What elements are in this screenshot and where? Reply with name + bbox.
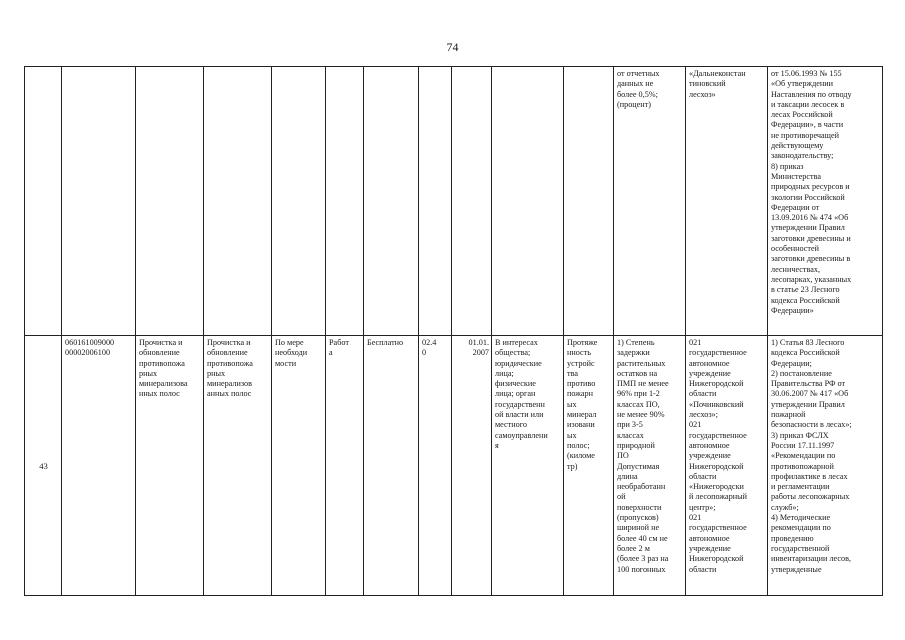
cell-volume-indicator: Протяже нность устройс тва противо пожарн ых минерал изовани ых полос; (киломе тр): [564, 336, 614, 596]
cell-consumers: [492, 67, 564, 336]
cell-okved: 02.4 0: [419, 336, 452, 596]
cell-date: 01.01. 2007: [452, 336, 492, 596]
cell-institutions: «Дальнеконстан тиновский лесхоз»: [686, 67, 768, 336]
cell-volume-indicator: [564, 67, 614, 336]
cell-registry-code: 060161009000 00002006100: [62, 336, 136, 596]
cell-type: [326, 67, 364, 336]
cell-legal-acts: 1) Статья 83 Лесного кодекса Российской Федерации; 2) постановление Правительства РФ от 30.06.2007 № 417 «Об утверждении Правил пожарной безопасности в лесах»; 3) приказ ФСЛХ России 17.11.1997 «Рекомендации по противопожарной профилактике в лесах и регламентации работы лесопожарных служб»; 4) Методические рекомендации по проведению государственной инвентаризации лесов, утвержденные: [768, 336, 883, 596]
cell-okved: [419, 67, 452, 336]
cell-registry-code: [62, 67, 136, 336]
cell-payment: Бесплатно: [364, 336, 419, 596]
page-number: 74: [446, 40, 459, 54]
cell-row-number: [25, 67, 62, 336]
cell-quality-indicator: от отчетных данных не более 0,5%; (процент): [614, 67, 686, 336]
services-table: [24, 66, 883, 596]
cell-institutions: 021 государственное автономное учреждение Нижегородской области «Починковский лесхоз»; 021 государственное автономное учреждение Нижегородской области «Нижегородски й лесопожарный центр»; 021 государственное автономное учреждение Нижегородской области: [686, 336, 768, 596]
table-row: [25, 336, 883, 596]
cell-consumers: В интересах общества; юридические лица; физические лица; орган государственн ой власти или местного самоуправлени я: [492, 336, 564, 596]
cell-periodicity: По мере необходи мости: [272, 336, 326, 596]
cell-service-name: [136, 67, 204, 336]
cell-payment: [364, 67, 419, 336]
cell-service-name: Прочистка и обновление противопожа рных минерализова нных полос: [136, 336, 204, 596]
cell-quality-indicator: 1) Степень задержки растительных остатков на ПМП не менее 96% при 1-2 классах ПО, не менее 90% при 3-5 классах природной ПО Допустимая длина необработанн ой поверхности (пропусков) шириной не более 40 см не более 2 м (более 3 раз на 100 погонных: [614, 336, 686, 596]
cell-legal-acts: от 15.06.1993 № 155 «Об утверждении Наставления по отводу и таксации лесосек в лесах Российской Федерации», в части не противоречащей действующему законодательству; 8) приказ Министерства природных ресурсов и экологии Российской Федерации от 13.09.2016 № 474 «Об утверждении Правил заготовки древесины и особенностей заготовки древесины в лесничествах, лесопарках, указанных в статье 23 Лесного кодекса Российской Федерации»: [768, 67, 883, 336]
cell-service-content: Прочистка и обновление противопожа рных минерализов анных полос: [204, 336, 272, 596]
cell-date: [452, 67, 492, 336]
cell-row-number: 43: [25, 336, 62, 596]
table-row: [25, 67, 883, 336]
cell-periodicity: [272, 67, 326, 336]
cell-type: Работ а: [326, 336, 364, 596]
cell-service-content: [204, 67, 272, 336]
